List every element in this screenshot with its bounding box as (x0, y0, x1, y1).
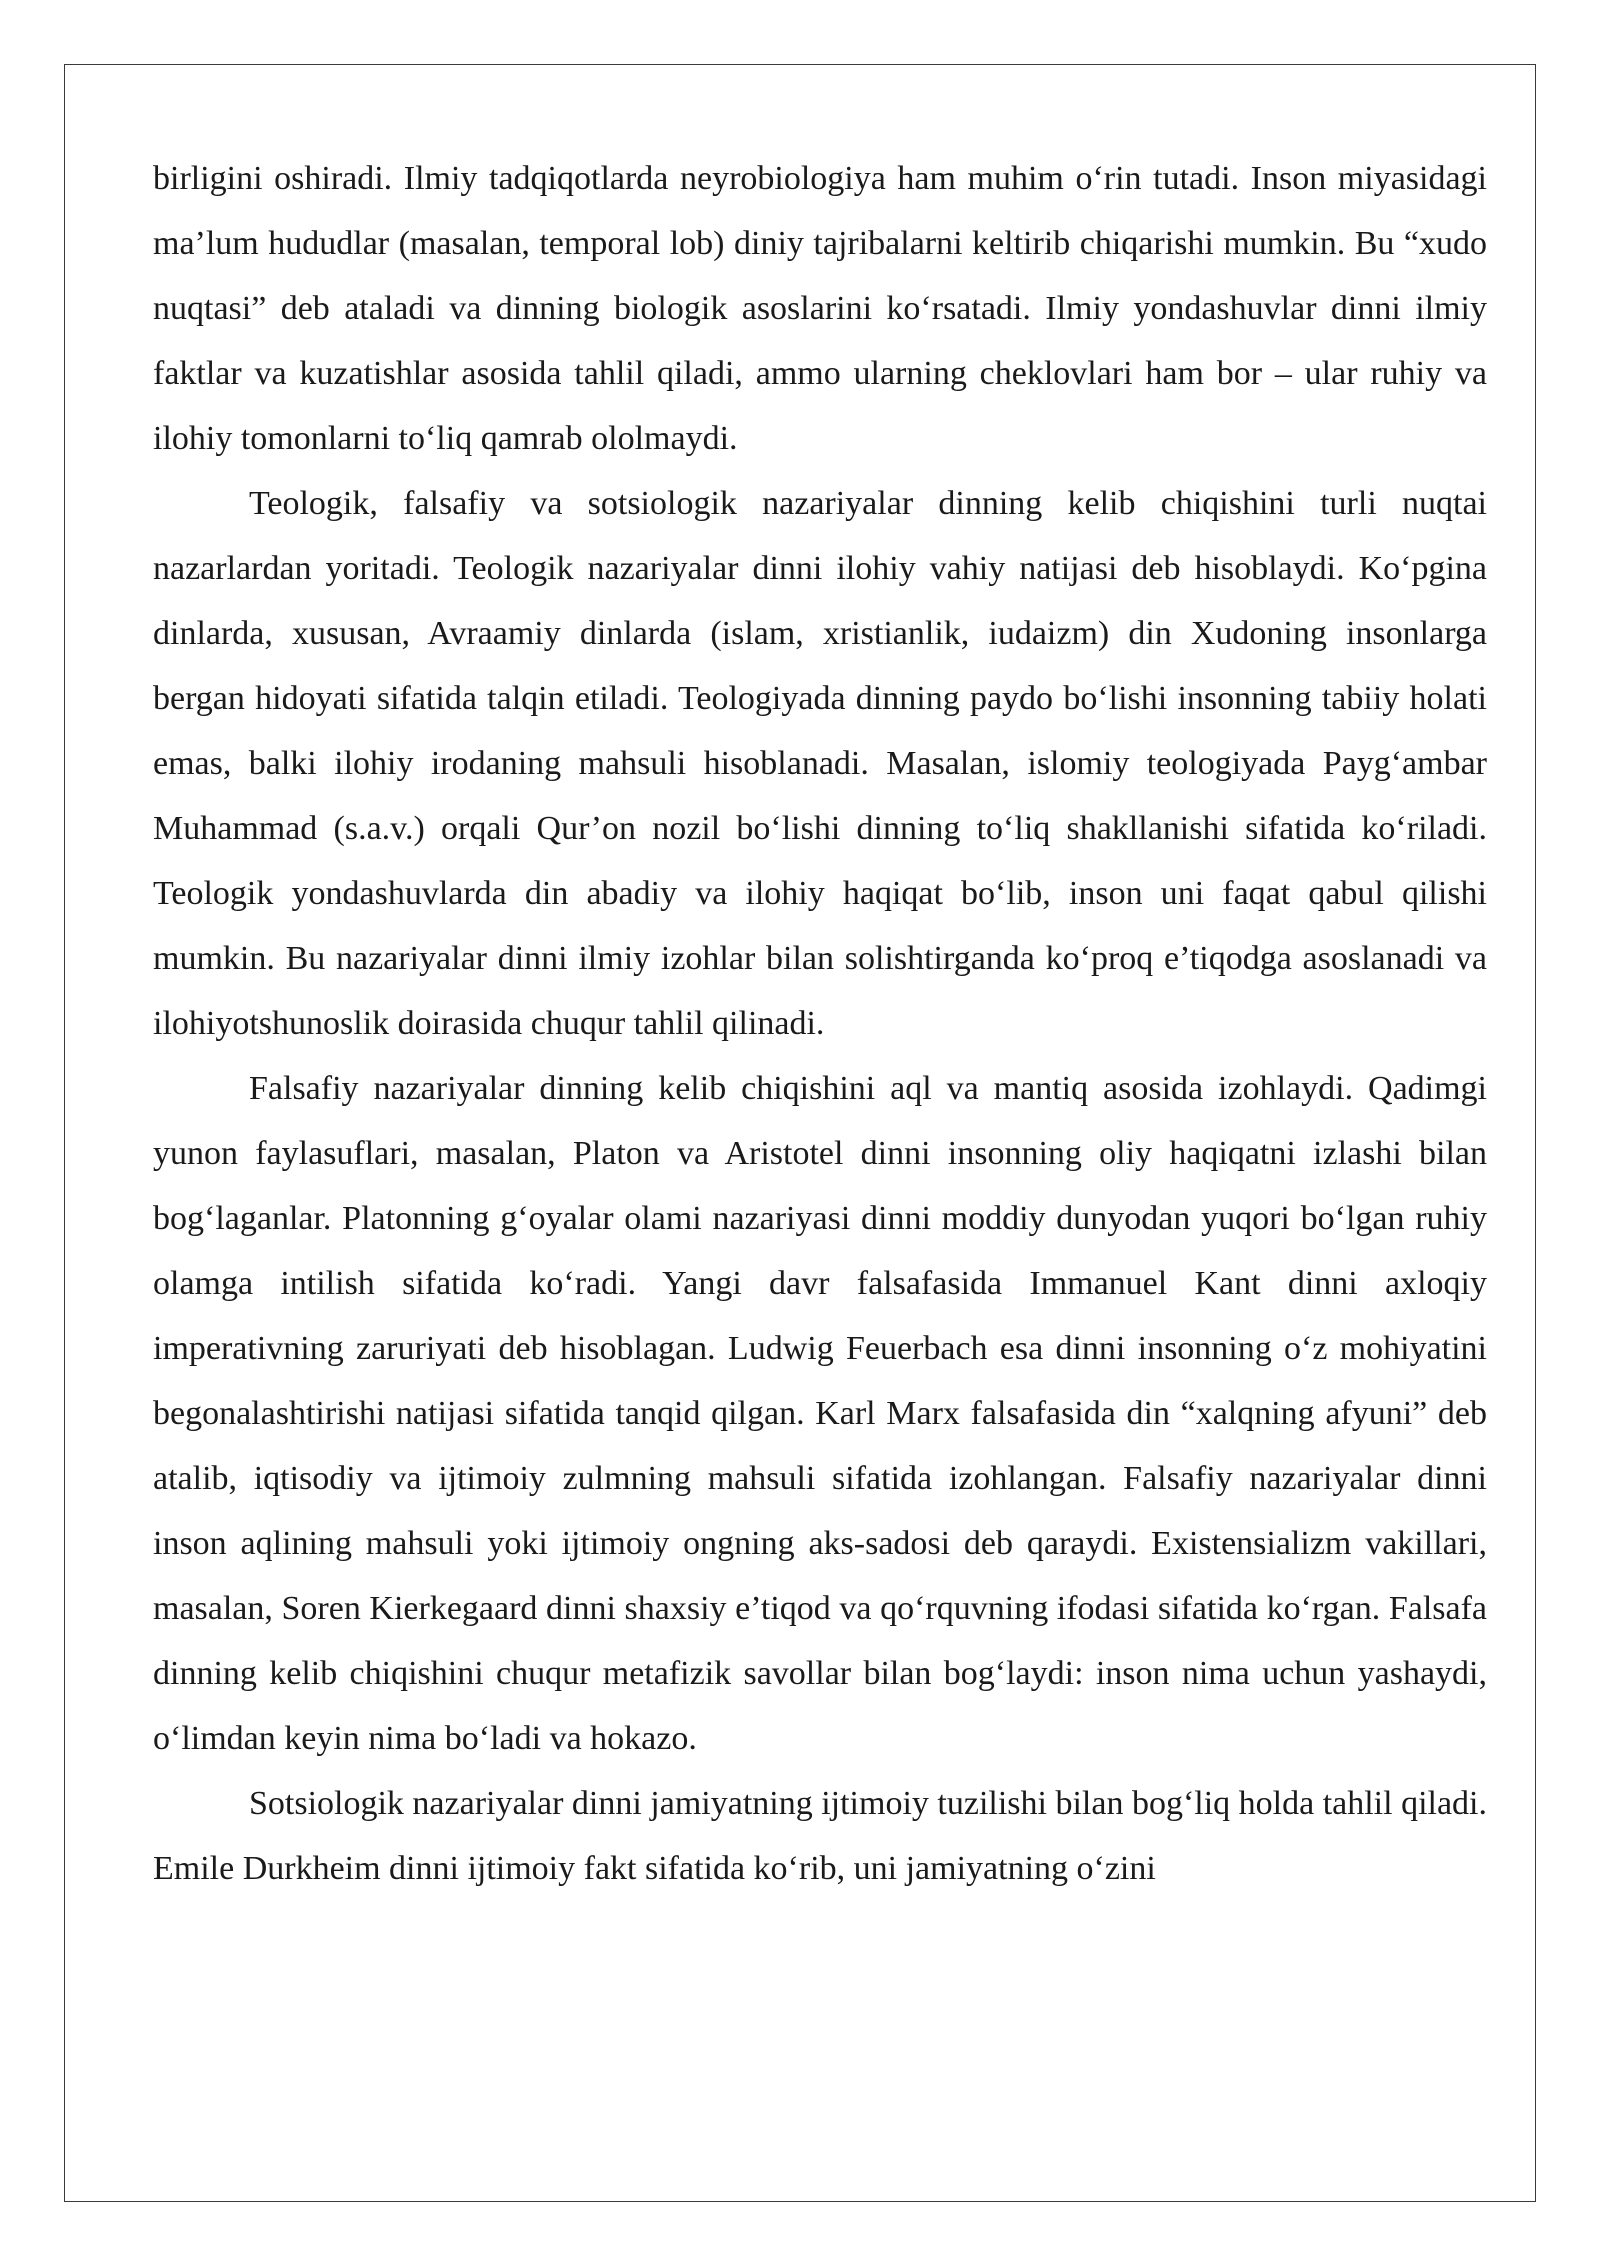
paragraph-continuation: birligini oshiradi. Ilmiy tadqiqotlarda neyrobiologiya ham muhim o‘rin tutadi. Inson miyasidagi ma’lum hududlar (masalan, temporal lob) diniy tajribalarni keltirib chiqarishi mumkin. Bu “xudo nuqtasi” deb ataladi va dinning biologik asoslarini ko‘rsatadi. Ilmiy yondashuvlar dinni ilmiy faktlar va kuzatishlar asosida tahlil qiladi, ammo ularning cheklovlari ham bor – ular ruhiy va ilohiy tomonlarni to‘liq qamrab ololmaydi. (153, 160, 1487, 457)
paragraph-sociological-theories: Sotsiologik nazariyalar dinni jamiyatning ijtimoiy tuzilishi bilan bog‘liq holda tahlil qiladi. Emile Durkheim dinni ijtimoiy fakt sifatida ko‘rib, uni jamiyatning o‘zini (153, 1785, 1487, 1887)
document-body (153, 146, 1487, 1901)
paragraph-theological-theories: Teologik, falsafiy va sotsiologik nazariyalar dinning kelib chiqishini turli nuqtai nazarlardan yoritadi. Teologik nazariyalar dinni ilohiy vahiy natijasi deb hisoblaydi. Ko‘pgina dinlarda, xususan, Avraamiy dinlarda (islam, xristianlik, iudaizm) din Xudoning insonlarga bergan hidoyati sifatida talqin etiladi. Teologiyada dinning paydo bo‘lishi insonning tabiiy holati emas, balki ilohiy irodaning mahsuli hisoblanadi. Masalan, islomiy teologiyada Payg‘ambar Muhammad (s.a.v.) orqali Qur’on nozil bo‘lishi dinning to‘liq shakllanishi sifatida ko‘riladi. Teologik yondashuvlarda din abadiy va ilohiy haqiqat bo‘lib, inson uni faqat qabul qilishi mumkin. Bu nazariyalar dinni ilmiy izohlar bilan solishtirganda ko‘proq e’tiqodga asoslanadi va ilohiyotshunoslik doirasida chuqur tahlil qilinadi. (153, 485, 1487, 1042)
paragraph-philosophical-theories: Falsafiy nazariyalar dinning kelib chiqishini aql va mantiq asosida izohlaydi. Qadimgi yunon faylasuflari, masalan, Platon va Aristotel dinni insonning oliy haqiqatni izlashi bilan bog‘laganlar. Platonning g‘oyalar olami nazariyasi dinni moddiy dunyodan yuqori bo‘lgan ruhiy olamga intilish sifatida ko‘radi. Yangi davr falsafasida Immanuel Kant dinni axloqiy imperativning zaruriyati deb hisoblagan. Ludwig Feuerbach esa dinni insonning o‘z mohiyatini begonalashtirishi natijasi sifatida tanqid qilgan. Karl Marx falsafasida din “xalqning afyuni” deb atalib, iqtisodiy va ijtimoiy zulmning mahsuli sifatida izohlangan. Falsafiy nazariyalar dinni inson aqlining mahsuli yoki ijtimoiy ongning aks-sadosi deb qaraydi. Existensializm vakillari, masalan, Soren Kierkegaard dinni shaxsiy e’tiqod va qo‘rquvning ifodasi sifatida ko‘rgan. Falsafa dinning kelib chiqishini chuqur metafizik savollar bilan bog‘laydi: inson nima uchun yashaydi, o‘limdan keyin nima bo‘ladi va hokazo. (153, 1070, 1487, 1757)
